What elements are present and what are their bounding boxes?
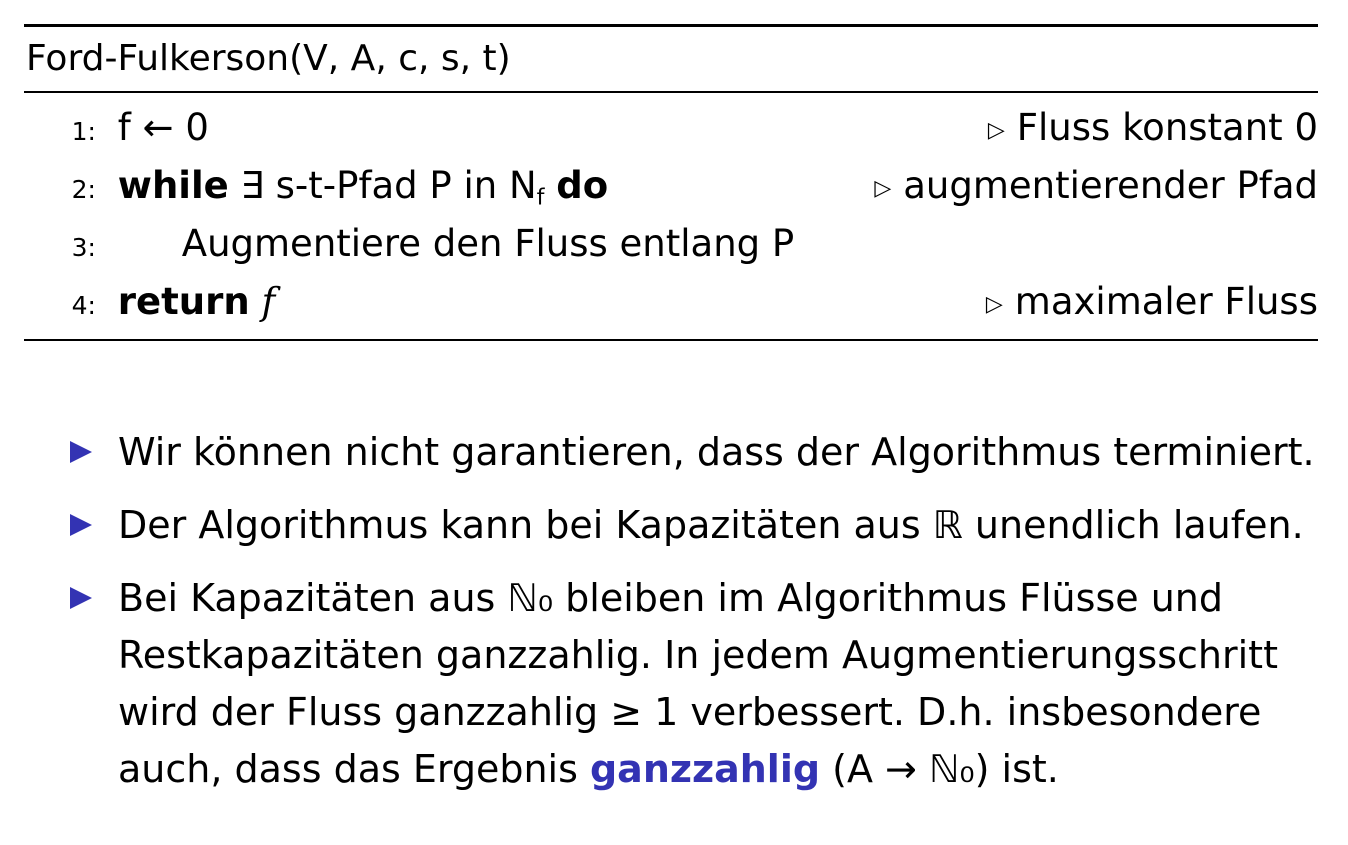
comment-triangle-icon: ▷ (987, 118, 1005, 143)
bullet-list (70, 424, 1320, 814)
bullet-text-after: (A → ℕ₀) ist. (820, 747, 1059, 791)
line-code: Augmentiere den Fluss entlang P (181, 222, 795, 265)
comment-text: augmentierender Pfad (903, 164, 1318, 207)
line-comment (986, 273, 1318, 334)
subscript-f: f (536, 184, 545, 211)
comment-text: Fluss konstant 0 (1016, 106, 1318, 149)
comment-triangle-icon: ▷ (985, 292, 1003, 317)
algorithm-lines (24, 93, 1318, 339)
line-code (108, 273, 275, 331)
while-condition: ∃ s-t-Pfad P in N (240, 164, 537, 207)
line-number: 1: (71, 117, 96, 146)
keyword-return: return (117, 280, 250, 323)
bottom-rule (24, 339, 1318, 341)
bullet-item-3 (70, 570, 1320, 798)
comment-text: maximaler Fluss (1014, 280, 1318, 323)
bullet-triangle-icon (70, 514, 92, 536)
return-value: f (261, 280, 276, 323)
algorithm-line-2 (24, 157, 1318, 215)
algorithm-line-4 (24, 273, 1318, 331)
keyword-while: while (117, 164, 229, 207)
algorithm-box (24, 24, 1318, 341)
highlighted-term: ganzzahlig (589, 747, 821, 791)
bullet-triangle-icon (70, 587, 92, 609)
keyword-do: do (556, 164, 609, 207)
line-comment (874, 157, 1318, 218)
bullet-triangle-icon (70, 441, 92, 463)
bullet-item-2 (70, 497, 1320, 554)
comment-triangle-icon: ▷ (874, 176, 892, 201)
bullet-text: Der Algorithmus kann bei Kapazitäten aus ℝ unendlich laufen. (118, 503, 1304, 547)
algorithm-title: Ford-Fulkerson(V, A, c, s, t) (26, 38, 511, 79)
line-code: f ← 0 (117, 106, 209, 149)
line-number: 2: (71, 175, 96, 204)
line-number: 3: (71, 233, 96, 262)
bullet-item-1 (70, 424, 1320, 481)
bullet-text-before: Bei Kapazitäten aus ℕ₀ bleiben im Algorithmus Flüsse und Restkapazitäten ganzzahlig. In jedem Augmentierungsschritt wird der Fluss ganzzahlig ≥ 1 verbessert. D.h. insbesondere auch, dass das Ergebnis (118, 576, 1278, 791)
line-comment (988, 99, 1318, 160)
algorithm-line-1 (24, 99, 1318, 157)
bullet-text: Wir können nicht garantieren, dass der Algorithmus terminiert. (118, 430, 1315, 474)
algorithm-line-3 (24, 215, 1318, 273)
line-number: 4: (71, 291, 96, 320)
